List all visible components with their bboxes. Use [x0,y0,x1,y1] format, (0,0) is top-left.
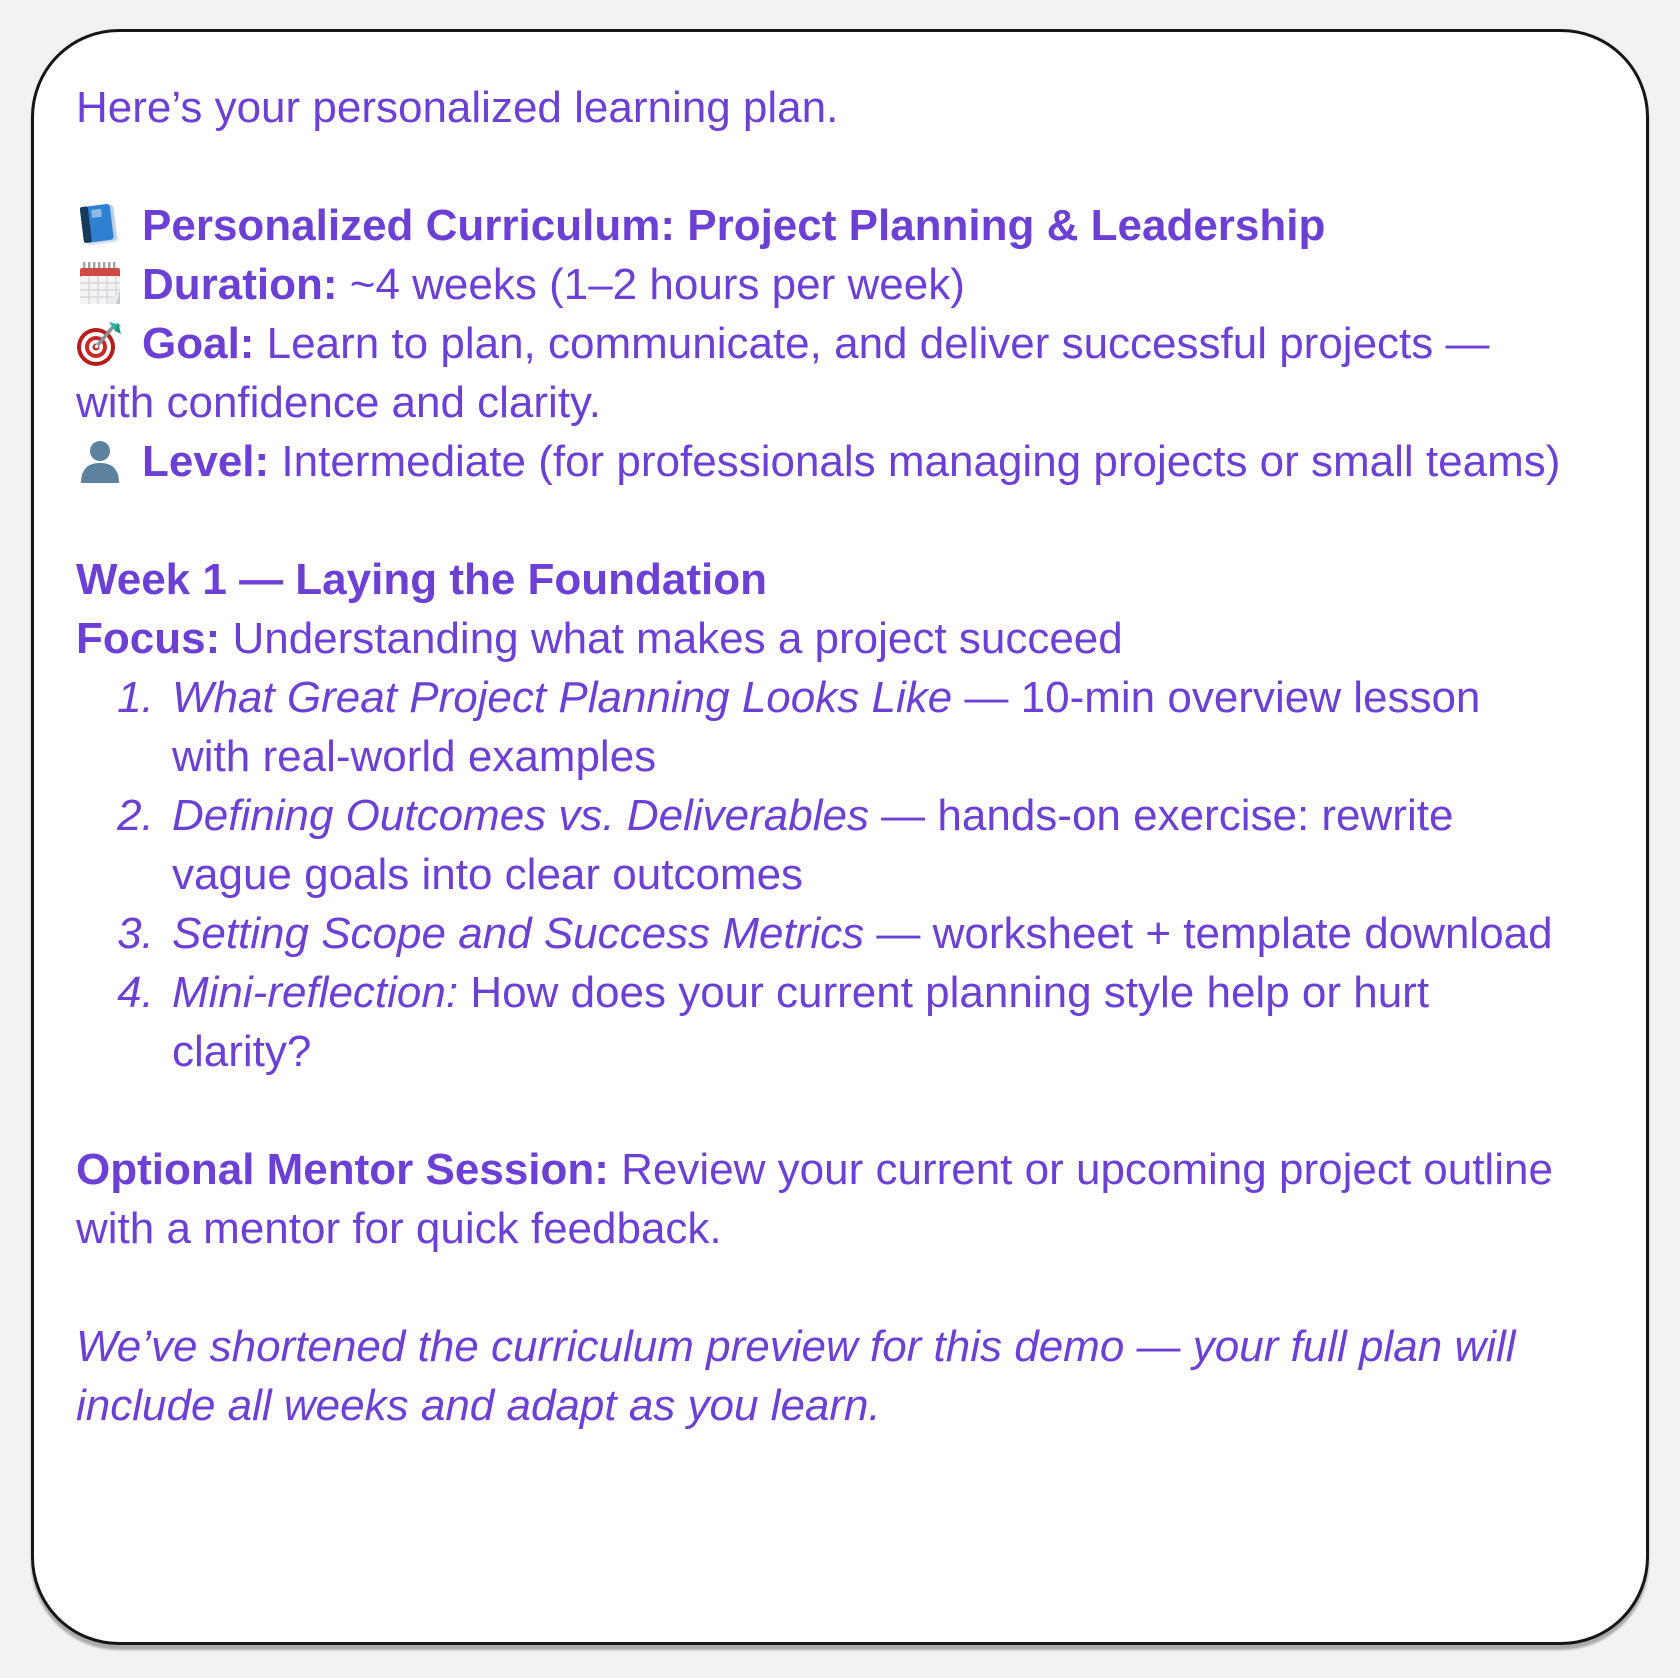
lesson-title: Mini-reflection: [172,968,459,1017]
lesson-list [76,668,1562,1081]
focus-label: Focus: [76,614,221,663]
lesson-item-4 [166,963,1562,1081]
overview-item-level [76,432,1562,491]
person-silhouette-icon [76,437,124,485]
mentor-session-text: Review your current or upcoming project outline with a mentor for quick feedback. [76,1145,1553,1253]
spiral-calendar-icon [76,260,124,308]
week-1-section [76,550,1562,1081]
overview-item-duration [76,255,1562,314]
focus-text: Understanding what makes a project succeed [220,614,1123,663]
overview-item-title: Duration: [142,260,338,309]
lesson-title: Defining Outcomes vs. Deliverables [172,791,869,840]
lesson-description: How does your current planning style help or hurt clarity? [172,968,1430,1076]
week-1-focus [76,609,1562,668]
learning-plan-card [31,29,1649,1645]
lesson-item-3 [166,904,1562,963]
overview-item-curriculum [76,196,1562,255]
target-dart-icon [76,319,124,367]
lesson-description: — worksheet + template download [864,909,1553,958]
curriculum-overview [76,196,1562,491]
lesson-description: — hands-on exercise: rewrite vague goals into clear outcomes [172,791,1454,899]
overview-item-title: Goal: [142,319,255,368]
lesson-title: Setting Scope and Success Metrics [172,909,865,958]
week-1-heading: Week 1 — Laying the Foundation [76,555,768,604]
demo-note: We’ve shortened the curriculum preview for this demo — your full plan will include all weeks and adapt as you learn. [76,1322,1516,1430]
overview-item-text: Learn to plan, communicate, and deliver successful projects — with confidence and clarity. [76,319,1490,427]
overview-item-text: Intermediate (for professionals managing projects or small teams) [269,437,1561,486]
mentor-session [76,1140,1562,1258]
lesson-description: — 10-min overview lesson with real-world examples [172,673,1481,781]
overview-item-title: Level: [142,437,270,486]
overview-item-goal [76,314,1562,432]
lesson-item-2 [166,786,1562,904]
mentor-session-label: Optional Mentor Session: [76,1145,609,1194]
lesson-title: What Great Project Planning Looks Like [172,673,953,722]
overview-item-text: ~4 weeks (1–2 hours per week) [337,260,965,309]
blue-book-icon [76,201,124,249]
lesson-item-1 [166,668,1562,786]
overview-item-title: Personalized Curriculum: Project Planning & Leadership [142,201,1326,250]
intro-text: Here’s your personalized learning plan. [76,83,839,132]
